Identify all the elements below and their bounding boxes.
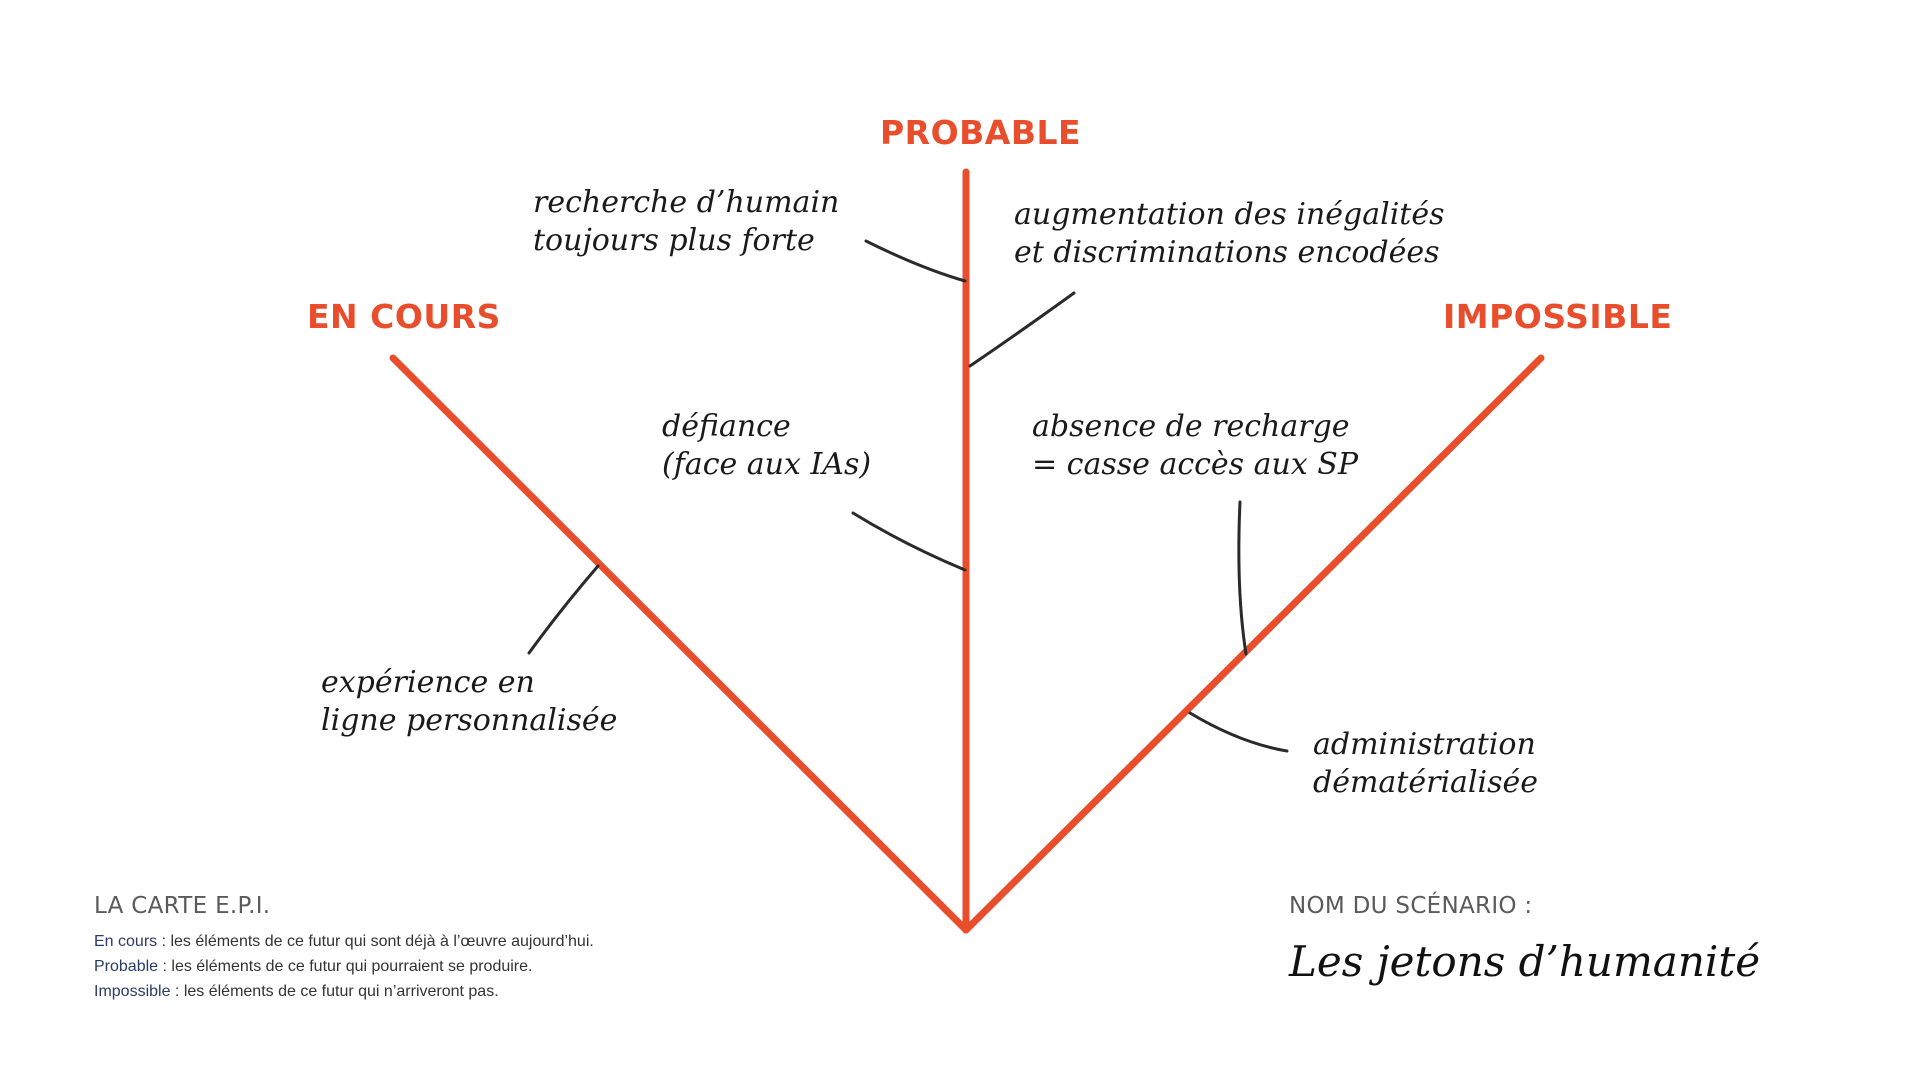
- legend-term: En cours :: [94, 933, 167, 950]
- connector-recherche: [866, 241, 965, 281]
- axis-label-en-cours: EN COURS: [307, 297, 501, 336]
- note-defiance-line-2: (face aux IAs): [662, 447, 872, 482]
- note-experience-line-2: ligne personnalisée: [321, 703, 618, 738]
- note-absence: [1032, 408, 1358, 484]
- note-recherche: [533, 184, 839, 260]
- scenario-block: [1289, 893, 1849, 986]
- connector-absence: [1239, 502, 1246, 654]
- connector-defiance: [853, 513, 965, 570]
- connector-experience: [529, 566, 598, 653]
- note-administration-line-2: dématérialisée: [1313, 765, 1539, 800]
- connector-administration: [1190, 713, 1287, 751]
- note-defiance-line-1: défiance: [662, 409, 791, 444]
- note-augmentation-line-2: et discriminations encodées: [1014, 235, 1440, 270]
- legend-term: Probable :: [94, 958, 167, 975]
- legend: [94, 893, 794, 1004]
- legend-text: les éléments de ce futur qui n’arriveront pas.: [179, 983, 499, 1000]
- axis-label-probable: PROBABLE: [880, 113, 1082, 152]
- legend-term: Impossible :: [94, 983, 180, 1000]
- note-administration-line-1: administration: [1313, 727, 1536, 762]
- note-defiance: [662, 408, 871, 484]
- note-augmentation: [1014, 196, 1445, 272]
- note-absence-line-2: = casse accès aux SP: [1032, 447, 1359, 482]
- note-experience-line-1: expérience en: [321, 665, 535, 700]
- legend-title: LA CARTE E.P.I.: [94, 893, 271, 919]
- note-augmentation-line-1: augmentation des inégalités: [1014, 197, 1445, 232]
- note-experience: [321, 664, 617, 740]
- axis-label-impossible: IMPOSSIBLE: [1443, 297, 1673, 336]
- legend-row-impossible: [94, 979, 794, 1004]
- connector-augmentation: [970, 293, 1074, 366]
- legend-text: les éléments de ce futur qui pourraient se produire.: [166, 958, 533, 975]
- legend-row-probable: [94, 954, 794, 979]
- legend-row-en-cours: [94, 929, 794, 954]
- legend-text: les éléments de ce futur qui sont déjà à l’œuvre aujourd’hui.: [166, 933, 594, 950]
- note-recherche-line-2: toujours plus forte: [533, 223, 815, 258]
- note-administration: [1313, 726, 1538, 802]
- scenario-name: Les jetons d’humanité: [1289, 937, 1761, 986]
- scenario-label: NOM DU SCÉNARIO :: [1289, 893, 1533, 919]
- note-absence-line-1: absence de recharge: [1032, 409, 1350, 444]
- note-recherche-line-1: recherche d’humain: [533, 185, 840, 220]
